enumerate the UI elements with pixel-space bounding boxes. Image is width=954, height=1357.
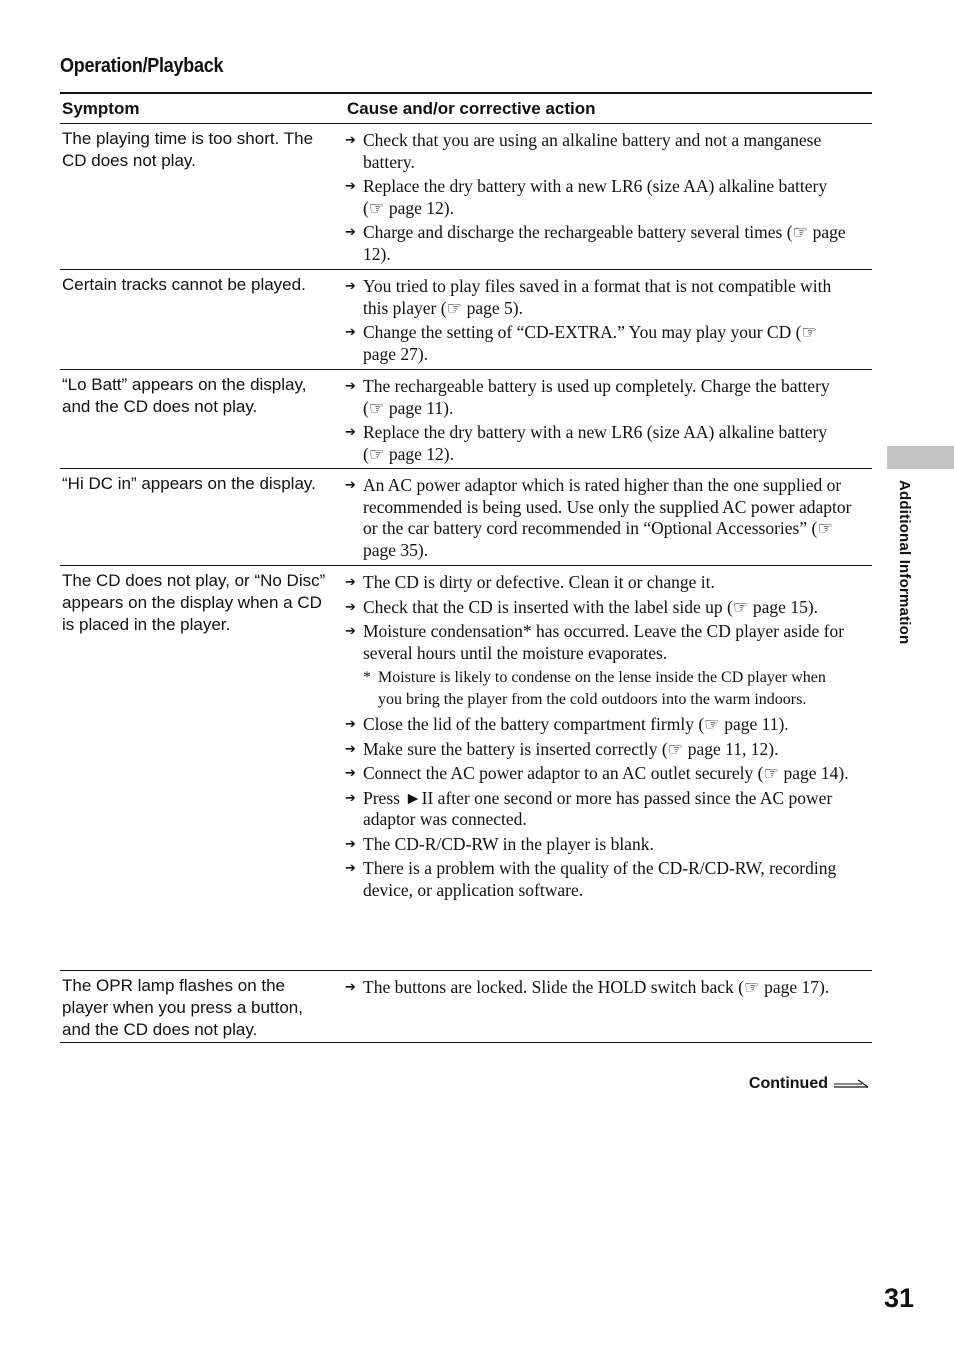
symptom-line: The CD does not play, or “No Disc” xyxy=(62,571,326,590)
symptom-cell xyxy=(60,270,345,369)
action-text: Replace the dry battery with a new LR6 (size AA) alkaline battery (☞ page 12). xyxy=(363,176,828,218)
action-text: There is a problem with the quality of the CD-R/CD-RW, recording device, or application software. xyxy=(363,858,837,900)
action-text: Press ►II after one second or more has passed since the AC power adaptor was connected. xyxy=(363,787,833,829)
table-row xyxy=(60,971,872,1043)
arrow-icon: ➔ xyxy=(345,836,356,852)
action-item xyxy=(345,621,872,664)
action-text: An AC power adaptor which is rated higher than the one supplied or recommended is being used. Use only the supplied AC power adaptor or the car battery cord recommended in “Optional Accessories” (☞ page 35). xyxy=(363,475,852,560)
symptom-cell xyxy=(60,370,345,468)
symptom-cell xyxy=(60,566,345,970)
action-item xyxy=(345,130,872,173)
arrow-icon: ➔ xyxy=(345,717,356,732)
continued-label: Continued xyxy=(748,1075,828,1092)
action-item xyxy=(345,322,872,365)
symptom-line: CD does not play. xyxy=(62,151,196,170)
action-text: Check that the CD is inserted with the label side up (☞ page 15). xyxy=(363,596,819,617)
action-cell xyxy=(345,566,872,970)
table-row xyxy=(60,370,872,469)
action-cell xyxy=(345,370,872,468)
arrow-icon: ➔ xyxy=(345,624,356,639)
footnote-text: Moisture is likely to condense on the lense inside the CD player when you bring the player from the cold outdoors into the warm indoors. xyxy=(378,669,826,708)
action-item xyxy=(345,276,872,319)
symptom-line: “Lo Batt” appears on the display, xyxy=(62,375,307,394)
arrow-icon: ➔ xyxy=(345,741,356,757)
action-item xyxy=(345,788,872,831)
symptom-line: is placed in the player. xyxy=(62,615,231,634)
symptom-cell xyxy=(60,124,345,269)
symptom-line: player when you press a button, xyxy=(62,998,303,1017)
arrow-icon: ➔ xyxy=(345,279,356,294)
section-tab-marker xyxy=(887,446,954,469)
action-text: The rechargeable battery is used up completely. Charge the battery (☞ page 11). xyxy=(363,376,830,418)
table-row xyxy=(60,566,872,971)
action-text: The CD is dirty or defective. Clean it or change it. xyxy=(363,572,715,592)
symptom-cell xyxy=(60,971,345,1042)
action-cell xyxy=(345,971,872,1042)
arrow-icon: ➔ xyxy=(345,575,356,590)
arrow-icon: ➔ xyxy=(345,599,356,615)
symptom-line: The playing time is too short. The xyxy=(62,129,314,148)
header-symptom: Symptom xyxy=(62,98,140,118)
arrow-icon: ➔ xyxy=(345,790,356,806)
arrow-icon: ➔ xyxy=(345,425,356,440)
arrow-icon: ➔ xyxy=(345,133,356,148)
continued-arrow-icon xyxy=(834,1079,870,1089)
action-text: Moisture condensation* has occurred. Leave the CD player aside for several hours until the moisture evaporates. xyxy=(363,621,845,663)
arrow-icon: ➔ xyxy=(345,325,356,340)
footnote-marker: * xyxy=(363,669,371,686)
arrow-icon: ➔ xyxy=(345,179,356,194)
action-cell xyxy=(345,270,872,369)
table-row xyxy=(60,124,872,270)
action-text: Close the lid of the battery compartment firmly (☞ page 11). xyxy=(363,714,789,734)
header-cause: Cause and/or corrective action xyxy=(347,98,596,118)
symptom-line: The OPR lamp flashes on the xyxy=(62,976,286,995)
action-item xyxy=(345,834,872,856)
action-text: Charge and discharge the rechargeable battery several times (☞ page 12). xyxy=(363,222,846,264)
table-row xyxy=(60,270,872,370)
action-item xyxy=(345,176,872,219)
action-item xyxy=(345,422,872,465)
table-header xyxy=(60,94,872,124)
continued-indicator xyxy=(749,1075,870,1093)
action-item xyxy=(345,222,872,265)
symptom-line: and the CD does not play. xyxy=(62,1020,258,1039)
symptom-line: “Hi DC in” appears on the display. xyxy=(62,474,316,493)
arrow-icon: ➔ xyxy=(345,478,356,493)
section-title: Operation/Playback xyxy=(60,55,224,77)
action-item xyxy=(345,714,872,736)
action-item xyxy=(345,597,872,619)
arrow-icon: ➔ xyxy=(345,861,356,876)
arrow-icon: ➔ xyxy=(345,225,356,240)
arrow-icon: ➔ xyxy=(345,980,356,995)
action-item xyxy=(345,475,872,561)
symptom-line: and the CD does not play. xyxy=(62,397,258,416)
table-row xyxy=(60,469,872,566)
action-item xyxy=(345,858,872,901)
action-item xyxy=(345,376,872,419)
action-item xyxy=(345,739,872,761)
action-item xyxy=(345,763,872,785)
symptom-line: appears on the display when a CD xyxy=(62,593,322,612)
troubleshooting-table xyxy=(60,92,872,1043)
arrow-icon: ➔ xyxy=(345,379,356,394)
side-section-label: Additional Information xyxy=(896,480,913,645)
action-text: The CD-R/CD-RW in the player is blank. xyxy=(363,833,654,854)
action-cell xyxy=(345,124,872,269)
action-text: Replace the dry battery with a new LR6 (size AA) alkaline battery (☞ page 12). xyxy=(363,422,828,464)
page-number: 31 xyxy=(884,1283,915,1313)
symptom-line: Certain tracks cannot be played. xyxy=(62,275,306,294)
action-text: Change the setting of “CD-EXTRA.” You may play your CD (☞ page 27). xyxy=(363,322,818,364)
arrow-icon: ➔ xyxy=(345,766,356,781)
action-item xyxy=(345,572,872,594)
footnote xyxy=(363,667,872,710)
action-text: The buttons are locked. Slide the HOLD switch back (☞ page 17). xyxy=(363,977,830,997)
action-text: Connect the AC power adaptor to an AC outlet securely (☞ page 14). xyxy=(363,763,849,783)
symptom-cell xyxy=(60,469,345,565)
action-text: Make sure the battery is inserted correctly (☞ page 11, 12). xyxy=(363,738,779,759)
action-text: Check that you are using an alkaline battery and not a manganese battery. xyxy=(363,130,822,172)
action-item xyxy=(345,977,872,999)
action-text: You tried to play files saved in a format that is not compatible with this player (☞ page 5). xyxy=(363,276,832,318)
action-cell xyxy=(345,469,872,565)
